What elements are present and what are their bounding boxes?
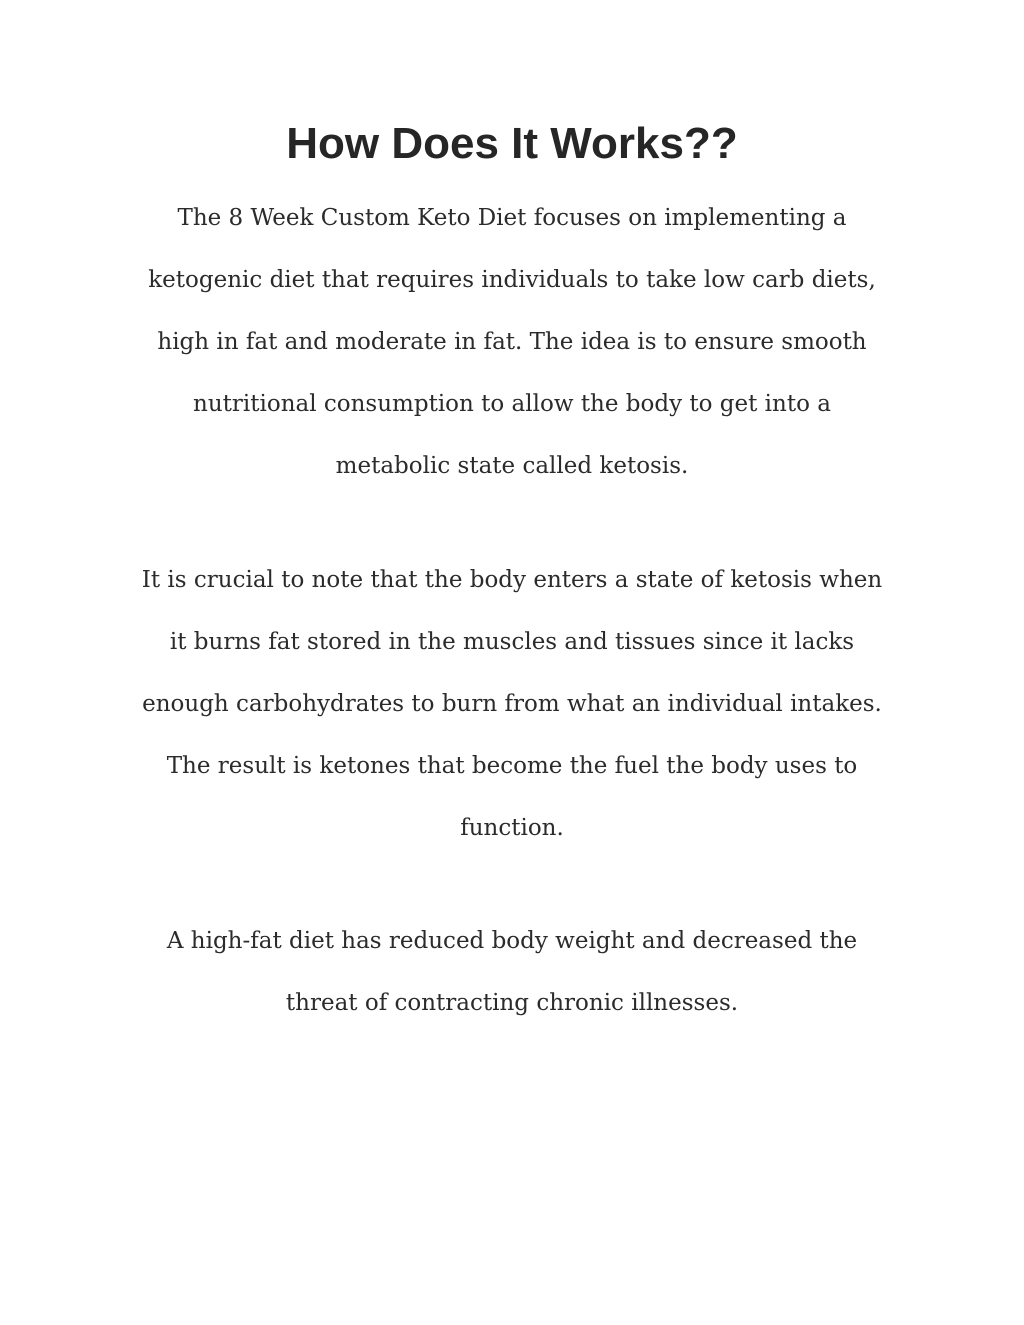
- paragraph-high-fat-diet: [0, 910, 1024, 1034]
- paragraph-ketogenic-diet: [0, 187, 1024, 497]
- paragraph-line: threat of contracting chronic illnesses.: [285, 990, 739, 1016]
- paragraph-line: function.: [460, 815, 564, 841]
- paragraph-line: The result is ketones that become the fuel the body uses to: [166, 753, 858, 779]
- paragraph-line: A high-fat diet has reduced body weight and decreased the: [166, 928, 858, 954]
- paragraph-line: The 8 Week Custom Keto Diet focuses on implementing a: [177, 205, 847, 231]
- paragraph-line: enough carbohydrates to burn from what an individual intakes.: [142, 691, 882, 717]
- paragraph-line: nutritional consumption to allow the body to get into a: [193, 391, 831, 417]
- paragraph-line: it burns fat stored in the muscles and tissues since it lacks: [169, 629, 855, 655]
- paragraph-ketosis: [0, 549, 1024, 859]
- paragraph-line: It is crucial to note that the body enters a state of ketosis when: [141, 567, 883, 593]
- paragraph-line: metabolic state called ketosis.: [335, 453, 689, 479]
- paragraph-line: ketogenic diet that requires individuals to take low carb diets,: [148, 267, 876, 293]
- paragraph-line: high in fat and moderate in fat. The idea is to ensure smooth: [157, 329, 867, 355]
- page-title: How Does It Works??: [286, 119, 738, 168]
